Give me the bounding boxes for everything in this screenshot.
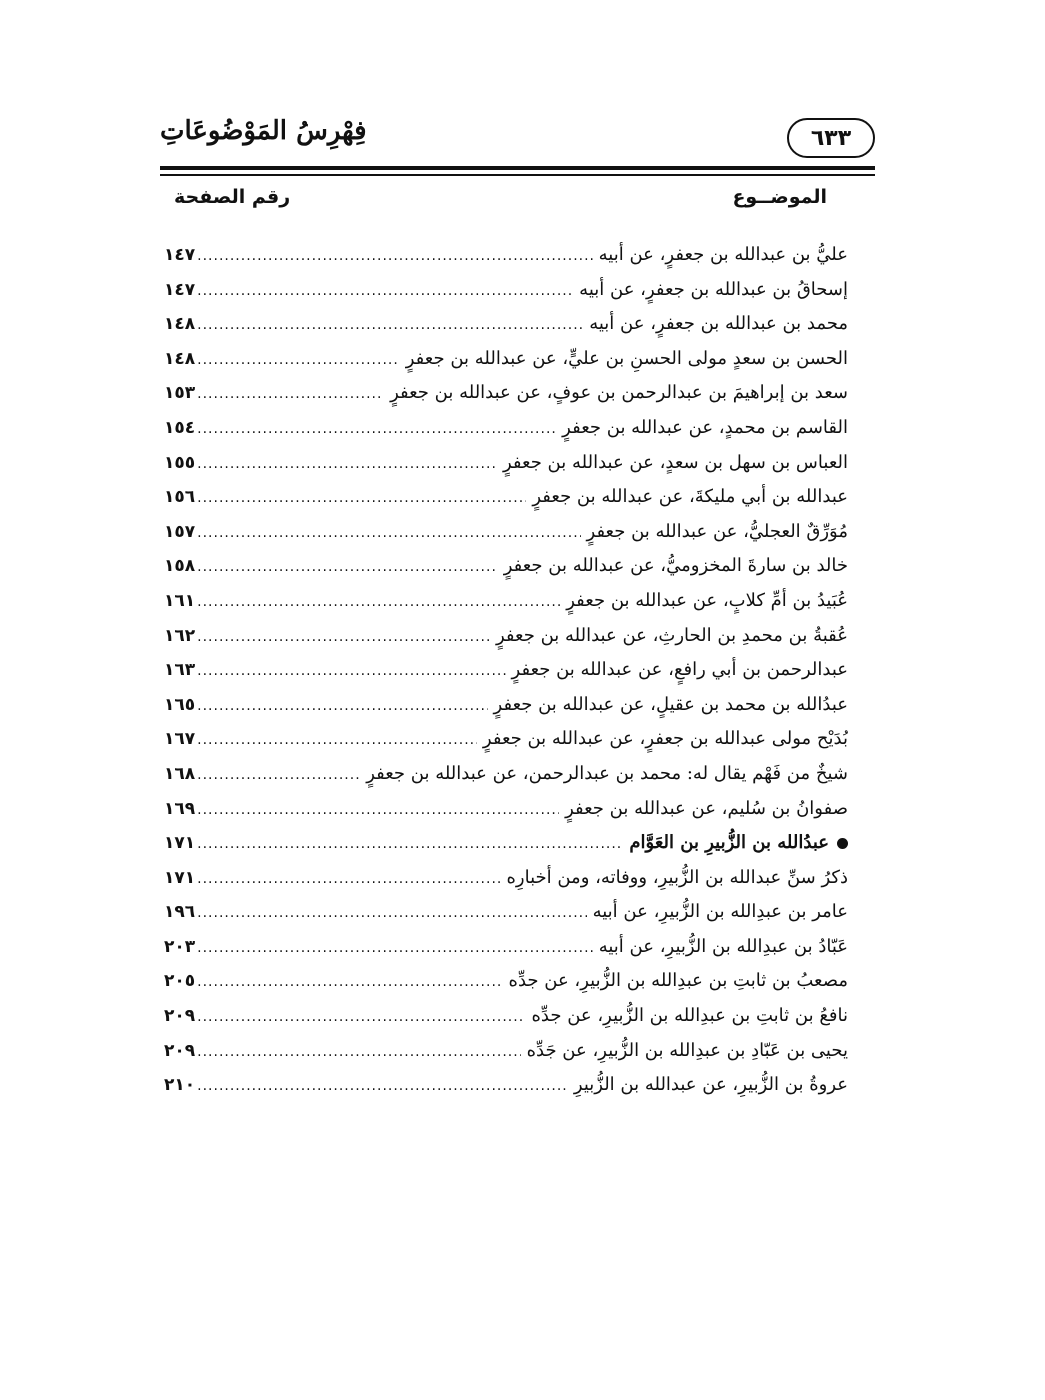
dot-leader [197,654,505,688]
dot-leader [197,377,384,411]
dot-leader [197,758,360,792]
toc-section-heading [164,826,848,861]
dot-leader [197,412,556,446]
toc-entry-title-text: صفوانُ بن سُليم، عن عبدالله بن جعفرٍ [565,797,848,819]
toc-entry-title [531,999,848,1034]
dot-leader [197,1035,520,1069]
dot-leader [197,793,559,827]
toc-entry-title-text: يحيى بن عَبّادِ بن عبدِالله بن الزُّبيرِ، عن جَدِّه [526,1039,848,1061]
toc-entry-page-number: ١٥٦ [164,487,196,508]
toc-entries [164,238,848,1103]
toc-entry [164,757,848,792]
toc-entry [164,688,848,723]
page-header [160,112,875,166]
dot-leader [197,931,593,965]
toc-entry-page-number: ١٦١ [164,590,196,611]
header-rule-thin [160,174,875,176]
dot-leader [197,516,580,550]
toc-entry [164,584,848,619]
toc-entry [164,480,848,515]
toc-entry-title-text: عبدُالله بن محمد بن عقيلٍ، عن عبدالله بن جعفرٍ [493,693,848,715]
toc-entry-page-number: ١٥٥ [164,452,196,473]
column-header-page: رقم الصفحة [174,186,291,208]
toc-entry [164,792,848,827]
toc-entry [164,722,848,757]
toc-entry-title [504,549,848,584]
toc-entry-page-number: ١٤٨ [164,314,196,335]
toc-entry-page-number: ١٥٤ [164,417,196,438]
page-number-badge: ٦٣٣ [787,118,875,158]
toc-entry-title-text: عبدالرحمن بن أبي رافعٍ، عن عبدالله بن جعفرٍ [511,659,848,681]
toc-entry-page-number: ٢٠٣ [164,936,196,957]
toc-entry-title [629,826,848,861]
column-header-topic: الموضــوع [732,186,827,208]
toc-entry-title [579,273,848,308]
toc-entry [164,273,848,308]
toc-entry-page-number: ١٦٧ [164,729,196,750]
toc-entry-title-text: نافعُ بن ثابتِ بن عبدِالله بن الزُّبيرِ، عن جدِّه [531,1005,848,1027]
toc-entry-title [566,584,848,619]
toc-entry-title-text: عامر بن عبدِالله بن الزُّبيرِ، عن أبيه [592,901,848,923]
dot-leader [197,620,490,654]
toc-entry-page-number: ١٥٨ [164,556,196,577]
toc-entry-title [496,619,848,654]
toc-entry [164,619,848,654]
toc-entry-title [366,757,848,792]
toc-entry-title [494,688,848,723]
dot-leader [197,862,500,896]
toc-entry-page-number: ١٧١ [164,833,196,854]
dot-leader [197,239,592,273]
toc-entry-title-text: سعد بن إبراهيمَ بن عبدالرحمن بن عوفٍ، عن عبدالله بن جعفرٍ [390,382,848,404]
toc-entry [164,930,848,965]
toc-entry-title-text: عبدُالله بن الزُّبيرِ بن العَوَّام [629,832,829,854]
toc-entry-title-text: عُبَيدُ بن أمِّ كلابٍ، عن عبدالله بن جعفرٍ [566,589,848,611]
toc-entry [164,861,848,896]
toc-entry-page-number: ١٦٩ [164,798,196,819]
toc-entry-title [506,861,848,896]
toc-entry-title-text: مصعبُ بن ثابتِ بن عبدِالله بن الزُّبيرِ، عن جدِّه [508,970,848,992]
running-title: فِهْرِسُ المَوْضُوعَاتِ [160,116,367,146]
toc-entry-title-text: القاسم بن محمدٍ، عن عبدالله بن جعفرٍ [562,416,848,438]
toc-entry [164,376,848,411]
toc-entry-page-number: ١٥٧ [164,521,196,542]
toc-entry-title [390,376,848,411]
toc-entry-title [503,446,848,481]
toc-entry-page-number: ٢٠٥ [164,971,196,992]
toc-entry-title [587,515,848,550]
toc-entry-title-text: العباس بن سهل بن سعدٍ، عن عبدالله بن جعفرٍ [502,451,848,473]
toc-entry-page-number: ٢٠٩ [164,1040,196,1061]
dot-leader [197,343,400,377]
bullet-icon [837,838,848,849]
toc-entry-title [565,792,848,827]
toc-entry [164,342,848,377]
dot-leader [197,689,487,723]
dot-leader [197,827,623,861]
dot-leader [197,308,583,342]
toc-entry-title [483,722,848,757]
toc-entry-page-number: ١٦٢ [164,625,196,646]
toc-entry-title-text: عُقبةُ بن محمدِ بن الحارثِ، عن عبدالله بن جعفرٍ [496,624,848,646]
toc-entry-title [574,1068,848,1103]
dot-leader [197,723,477,757]
toc-entry-title-text: خالد بن سارةَ المخزوميُّ، عن عبدالله بن جعفرٍ [503,555,848,577]
dot-leader [197,550,498,584]
toc-entry-title [512,653,848,688]
toc-entry-title-text: إسحاقُ بن عبدالله بن جعفرٍ، عن أبيه [579,278,848,300]
dot-leader [197,896,586,930]
toc-entry-title [599,238,848,273]
toc-entry [164,411,848,446]
dot-leader [197,274,573,308]
toc-entry-title-text: عَبّادُ بن عبدِالله بن الزُّبيرِ، عن أبيه [598,935,848,957]
toc-entry-title [527,1034,848,1069]
toc-entry-page-number: ١٦٨ [164,763,196,784]
toc-entry-title-text: مُوَرِّقٌ العجليُّ، عن عبدالله بن جعفرٍ [586,520,848,542]
toc-entry [164,515,848,550]
toc-entry [164,999,848,1034]
toc-entry-page-number: ٢٠٩ [164,1006,196,1027]
dot-leader [197,965,502,999]
toc-entry [164,238,848,273]
column-headers [160,186,875,220]
toc-entry-title [593,895,848,930]
dot-leader [197,447,497,481]
toc-entry-title-text: بُدَيْح مولى عبدالله بن جعفرٍ، عن عبدالله بن جعفرٍ [482,728,848,750]
toc-entry [164,653,848,688]
toc-entry-page-number: ١٥٣ [164,383,196,404]
toc-entry-title [589,307,848,342]
dot-leader [197,1000,525,1034]
toc-entry-title [562,411,848,446]
toc-entry [164,1068,848,1103]
toc-entry-title-text: محمد بن عبدالله بن جعفرٍ، عن أبيه [589,313,848,335]
toc-entry-title-text: شيخٌ من فَهْم يقال له: محمد بن عبدالرحمن، عن عبدالله بن جعفرٍ [366,762,848,784]
toc-entry-page-number: ١٤٧ [164,279,196,300]
toc-entry-title [599,930,848,965]
toc-entry-page-number: ٢١٠ [164,1075,196,1096]
toc-entry-page-number: ١٦٣ [164,660,196,681]
toc-entry-title [532,480,848,515]
toc-entry-page-number: ١٦٥ [164,694,196,715]
toc-entry [164,446,848,481]
toc-entry-title-text: الحسن بن سعدٍ مولى الحسنِ بن عليٍّ، عن عبدالله بن جعفرٍ [405,347,848,369]
toc-entry-title-text: عروةُ بن الزُّبيرِ، عن عبدالله بن الزُّبيرِ [573,1074,848,1096]
toc-entry-title [509,964,848,999]
toc-entry-page-number: ١٤٧ [164,245,196,265]
dot-leader [197,481,526,515]
dot-leader [197,585,560,619]
toc-entry-title-text: عليُّ بن عبدالله بن جعفرٍ، عن أبيه [598,244,848,265]
toc-entry-page-number: ١٤٨ [164,348,196,369]
toc-entry-title [406,342,848,377]
toc-entry [164,964,848,999]
toc-entry [164,307,848,342]
toc-entry-page-number: ١٩٦ [164,902,196,923]
toc-entry [164,895,848,930]
toc-entry-title-text: ذكرُ سنِّ عبدالله بن الزُّبيرِ، ووفاته، ومن أخبارِه [506,866,848,888]
dot-leader [197,1069,568,1103]
toc-entry-title-text: عبدالله بن أبي مليكةَ، عن عبدالله بن جعفرٍ [532,486,848,508]
header-rule-thick [160,166,875,170]
toc-entry [164,1034,848,1069]
toc-entry-page-number: ١٧١ [164,867,196,888]
toc-entry [164,549,848,584]
